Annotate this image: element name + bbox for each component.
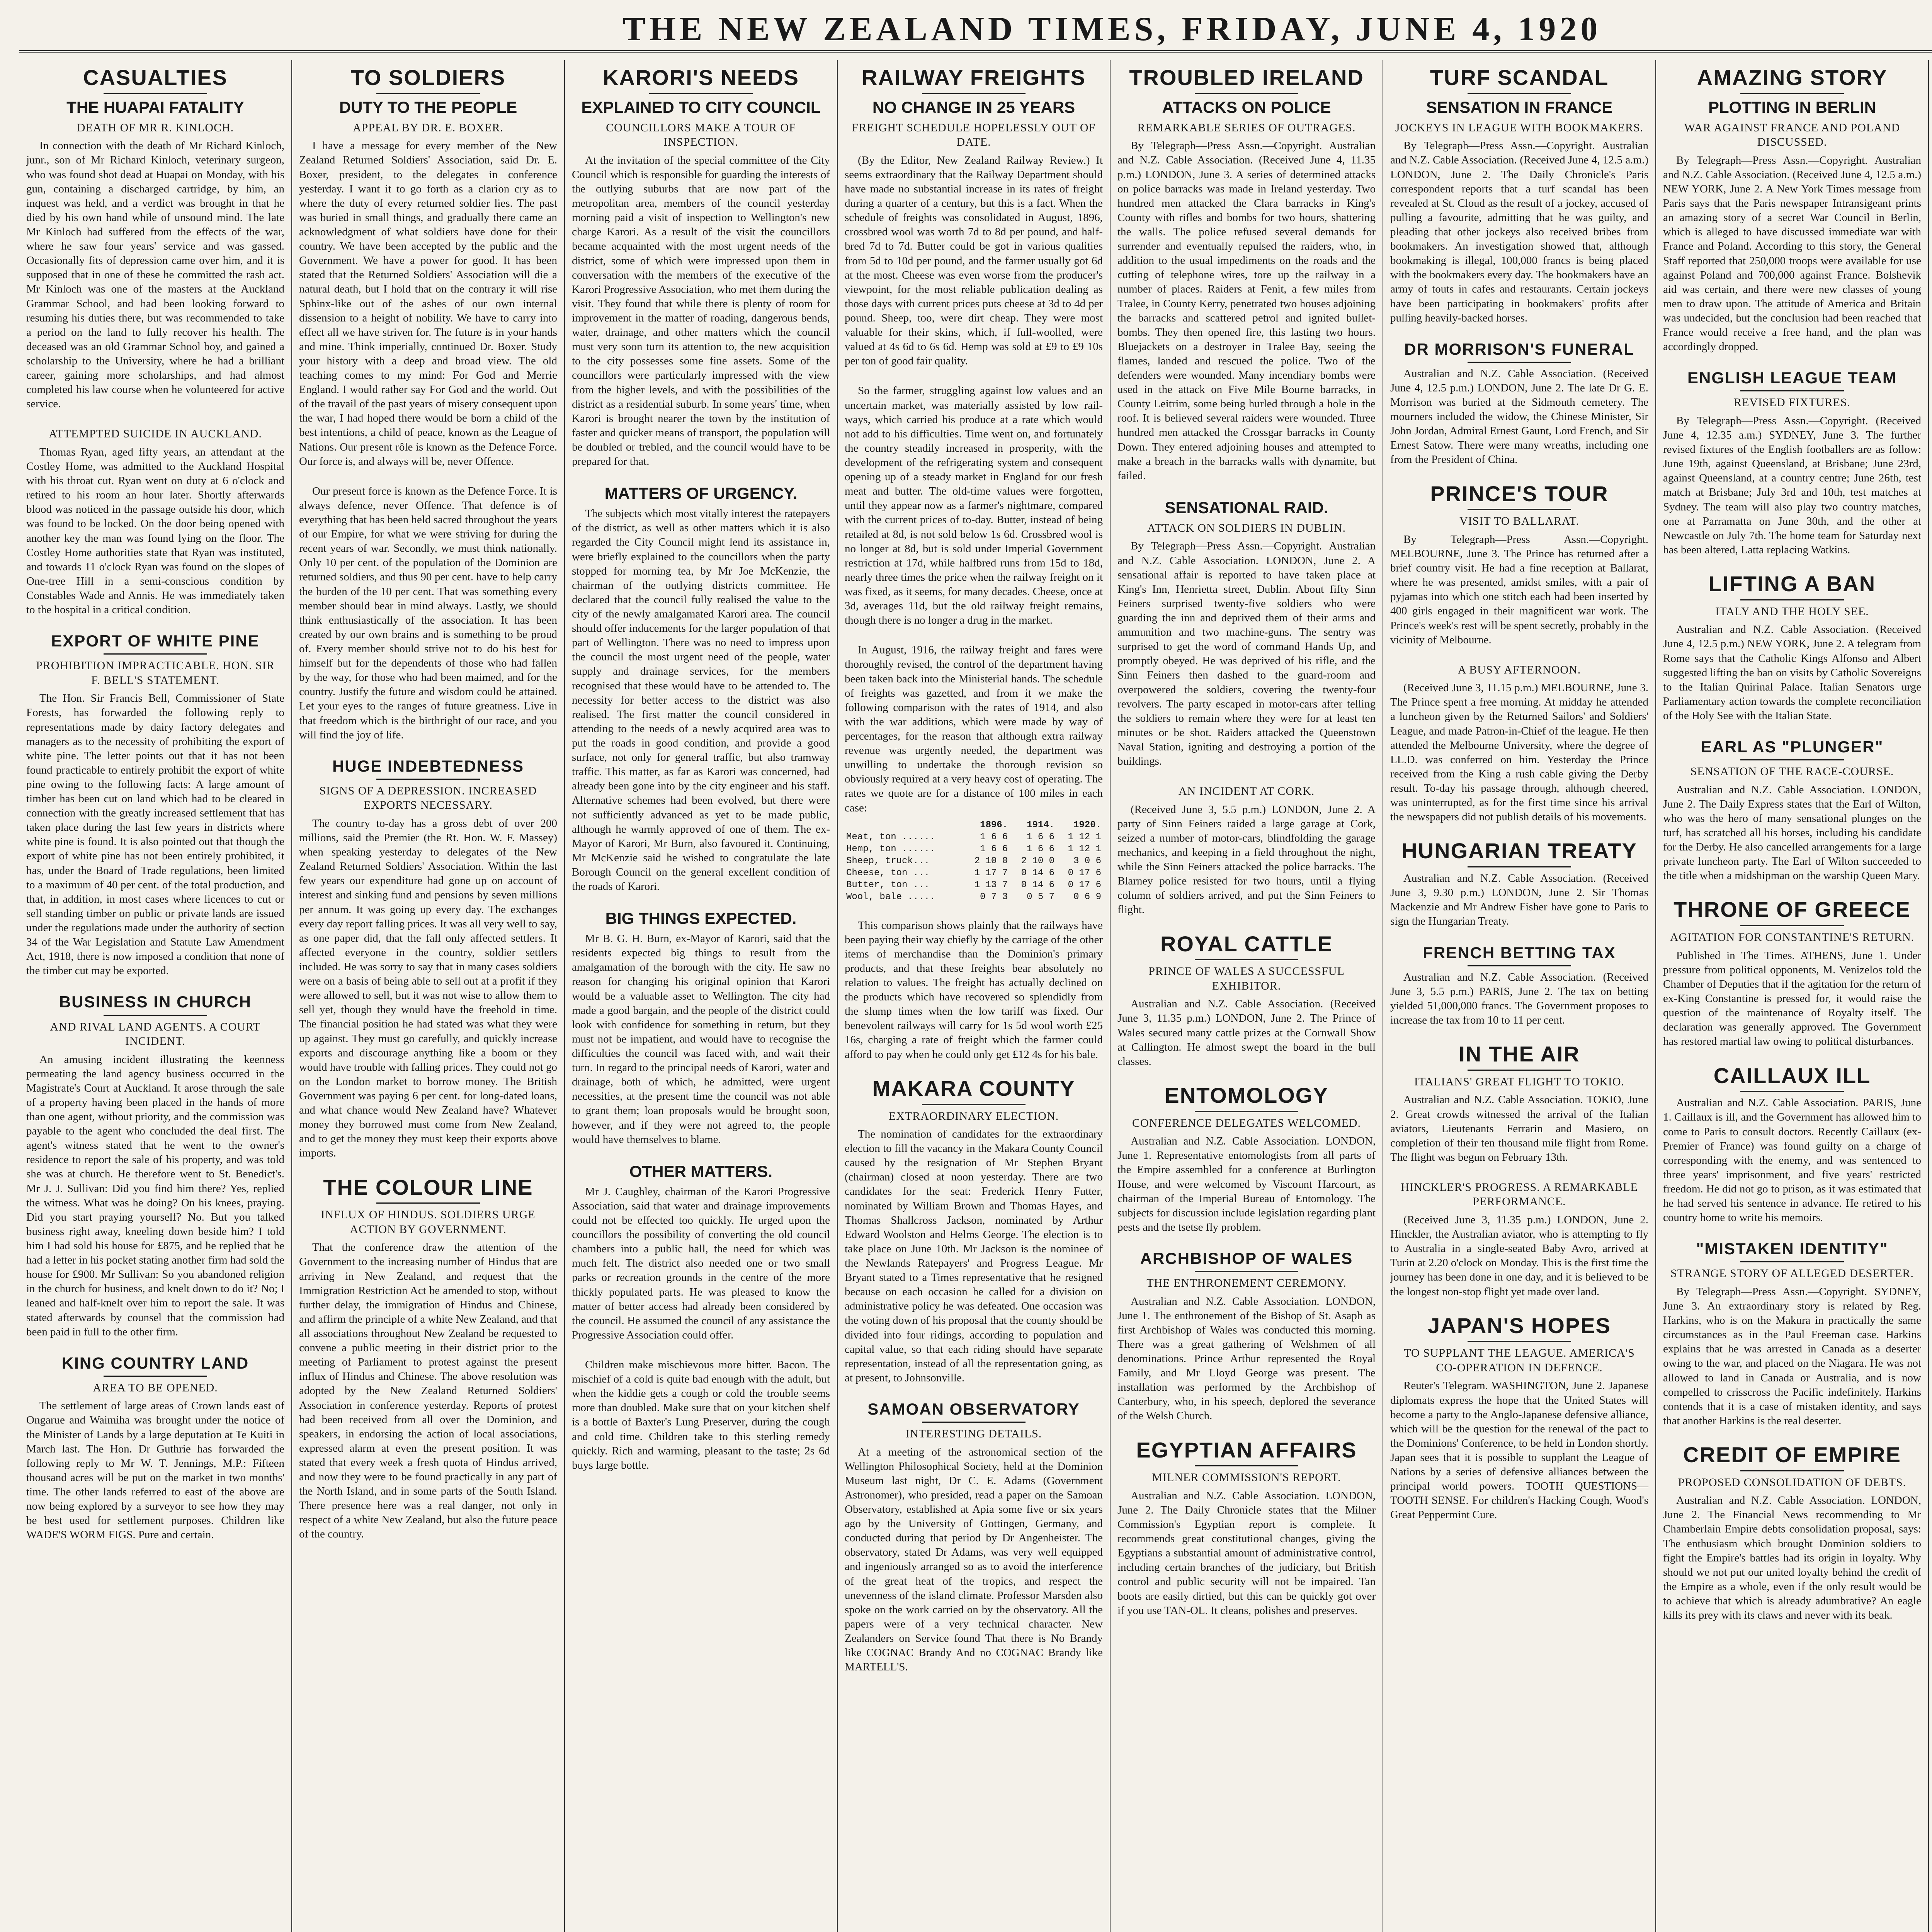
article-deck: PROPOSED CONSOLIDATION OF DEBTS. [1678, 1476, 1906, 1489]
article [1117, 784, 1376, 917]
headline-rule [104, 93, 207, 94]
headline-rule [1740, 1261, 1844, 1262]
headline-rule [1468, 509, 1571, 510]
article-headline: MAKARA COUNTY [872, 1076, 1075, 1100]
article [1390, 1180, 1648, 1299]
article [572, 1358, 830, 1473]
article-headline: SAMOAN OBSERVATORY [867, 1400, 1080, 1418]
headline-rule [104, 1015, 207, 1016]
article-body: By Telegraph—Press Assn.—Copyright. Australian and N.Z. Cable Association. (Received June 4, 12.5 a.m.) NEW YORK, June 2. A New York Times message from Paris says that the Paris newspaper Intransigeant prints an amazing story of a secret War Council in Berlin, which is alleged to have discussed immediate war with France and Poland. According to this story, the General Staff reported that 250,000 troops were available for use against Poland and 700,000 against France. Bolshevik aid was certain, and there were new classes of young men to draw upon. The attitude of America and Britain was undecided, but the conclusion had been reached that France would receive a free hand, and the plan was accordingly dropped. [1663, 154, 1921, 353]
article-body: Australian and N.Z. Cable Association. LONDON, June 2. The Daily Chronicle states that the Milner Commission's Egyptian report is complete. It recommends great constitutional changes, giving the Egyptians a substantial amount of administrative control, including certain branches of the judiciary, but British control and public security will not be impaired. Tan boots are easily dirtied, but this can be quickly got over if you use TAN-OL. It cleans, polishes and preserves. [1117, 1489, 1376, 1617]
article-headline: EARL AS "PLUNGER" [1701, 738, 1884, 756]
article-body: Australian and N.Z. Cable Association. LONDON, June 2. The Financial News recommending to Mr Chamberlain Empire debts consolidation proposal, says: The enthusiasm which brought Dominion soldiers to fight the Empire's battles had its origin in loyalty. Why should we not put our united loyalty behind the credit of the Empire as a whole, even if the only result would be to achieve that which is already adumbrative? An eagle kills its prey with its claws and never with its beak. [1663, 1494, 1921, 1622]
article [1117, 498, 1376, 769]
article-body: By Telegraph—Press Assn.—Copyright. Australian and N.Z. Cable Association. (Received June 4, 11.35 p.m.) LONDON, June 3. A series of determined attacks on police barracks was made in Ireland yesterday. Two hundred men attacked the Clara barracks in King's County with rifles and bombs for two hours, shattering the walls. The police refused several demands for surrender and eventually repulsed the raiders, who, in addition to the usual impediments on the roads and the cutting of telephone wires, tore up the railway in a number of places. Raiders at Fenit, a few miles from Tralee, in County Kerry, penetrated two houses adjoining the barracks and scattered petrol and ignited bullet-bombs. They then opened fire, this lasting two hours. Bluejackets on a destroyer in Tralee Bay, seeing the flames, landed and rescued the police. Two of the defenders were wounded. Many incendiary bombs were used in the attack on Five Mile Bourne barracks, in County Leitrim, some being hurled through a hole in the roof. It is believed several raiders were wounded. Three hundred men attacked the Crossgar barracks in County Down. They entered adjoining houses and attempted to make a breach in the barracks walls with dynamite, but failed. [1117, 139, 1376, 482]
article-deck: REVISED FIXTURES. [1733, 396, 1850, 409]
article-deck: ITALIANS' GREAT FLIGHT TO TOKIO. [1414, 1075, 1625, 1088]
article-body: The subjects which most vitally interest the ratepayers of the district, as well as other matters which it is also regarded the City Council might lend its assistance in, were briefly explained to the councillors when the party stopped for morning tea, by Mr Joe McKenzie, the chairman of the outlying districts committee. He declared that the council fully realised the value to the city of the newly amalgamated Karori area. The council should offer inducements for the larger population of that part of Wellington. There was no need to impress upon the council the most urgent need of the people, water supply and drainage services, for the members recognised that these would have to be attended to. The necessity for better access to the district was also realised. The first matter the council considered in attending to the needs of a newly acquired area was to put the roads in good condition, and provide a good surface, not only for general traffic, but also tramway traffic. This matter, as far as Karori was concerned, had already been gone into by the city engineer and his staff. Alternative schemes had been evolved, but there were not sufficiently advanced as yet to be made public, although he warmly approved of one of them. The ex-Mayor of Karori, Mr Burn, also favoured it. Continuing, Mr McKenzie said he wished to congratulate the late Borough Council on the general excellent condition of the roads of Karori. [572, 507, 830, 893]
article-deck: ATTEMPTED SUICIDE IN AUCKLAND. [49, 427, 262, 440]
article-deck: A BUSY AFTERNOON. [1458, 663, 1581, 676]
headline-rule [1468, 866, 1571, 867]
table-row [845, 855, 1103, 867]
headline-rule [376, 779, 480, 780]
headline-rule [1740, 925, 1844, 926]
article-body: Australian and N.Z. Cable Association. LONDON, June 1. The enthronement of the Bishop of St. Asaph as first Archbishop of Wales was conducted this morning. There was a great gathering of Welshmen of all denominations. Prince Arthur represented the Royal Family, and Mr Lloyd George was present. The installation was performed by the Archbishop of Canterbury, who, in his speech, deplored the severance of the Welsh Church. [1117, 1295, 1376, 1422]
article-headline: TROUBLED IRELAND [1129, 65, 1364, 90]
table-cell: 2 10 0 [974, 855, 1008, 866]
headline-rule [922, 1104, 1025, 1105]
article-body: By Telegraph—Press Assn.—Copyright. Australian and N.Z. Cable Association. LONDON, June 2. A sensational affair is reported to have taken place at King's Inn, Henrietta street, Dublin. About fifty Sinn Feiners surprised twenty-five soldiers who were guarding the inn and deprived them of their arms and ammunition and two machine-guns. The sentry was surprised to get the word of command Hands Up, and promptly obeyed. He was deprived of his rifle, and the Sinn Feiners then dashed to the guard-room and overpowered the soldiers, covering the twenty-four revolvers. The party escaped in motor-cars after telling the soldiers to remain where they were for at least ten minutes or be shot. Raiders attacked the Queenstown Naval Station, igniting and destroying a portion of the buildings. [1117, 540, 1376, 768]
column-4 [838, 60, 1111, 1932]
article-body: In connection with the death of Mr Richard Kinloch, junr., son of Mr Richard Kinloch, veterinary surgeon, who was found shot dead at Huapai on Monday, with his gun, containing a discharged cartridge, by him, an inquest was held, and a verdict was brought in that he died by his own hand while of unsound mind. The late Mr Kinloch had suffered from the effects of the war, where he saw four years' service and was gassed. Occasionally fits of depression came over him, and it is supposed that in one of these he committed the rash act. Mr Kinloch was one of the masters at the Auckland Grammar School, and had been looking forward to resuming his duties there, but was recommended to take a period on the land to fully recover his health. The deceased was an old Grammar School boy, and gained a scholarship to the University, where he had a brilliant career, gaining more scholarships, and had almost completed his law course when he volunteered for active service. [26, 139, 284, 410]
article-subhead: SENSATIONAL RAID. [1165, 498, 1328, 517]
headline-rule [922, 1422, 1025, 1423]
article-body: By Telegraph—Press Assn.—Copyright. MELBOURNE, June 3. The Prince has returned after a brief country visit. He had a fine reception at Ballarat, where he was presented, amidst smiles, with a pair of pyjamas into which one stitch each had been inserted by 400 girls engaged in their magnificent war work. The Prince's week's rest will be spent secretly, probably in the vicinity of Melbourne. [1390, 533, 1648, 646]
headline-rule [1740, 390, 1844, 391]
article-headline: CAILLAUX ILL [1713, 1063, 1871, 1088]
article [572, 484, 830, 894]
article-body: Australian and N.Z. Cable Association. (Received June 3, 11.35 p.m.) LONDON, June 2. The Prince of Wales secured many cattle prizes at the Cornwall Show at Callington. He almost swept the board in the bull classes. [1117, 998, 1376, 1068]
article-body: An amusing incident illustrating the keenness permeating the land agency business occurred in the Magistrate's Court at Auckland. It arose through the sale of a property having been placed in the hands of more than one agent, without priority, and the commission was payable to the agent who concluded the deal first. The agent's witness stated that he went to the owner's residence to report the sale of his property, and was told she was at church. He therefore went to St. Benedict's. Mr J. J. Sullivan: Did you find him there? Yes, replied the witness. What was he doing? On his knees, praying. Did you start praying yourself? No. But you talked business right away, kneeling down beside him? I told him I had sold his house for £875, and he replied that he had a letter in his pocket stating another firm had sold the house for £900. Mr Sullivan: So you abandoned religion in the church for business, and knelt down to do it? No; I leaned and half-knelt over him to report the sale. It was stated afterwards by counsel that the commission had been paid in full to the other firm. [26, 1053, 284, 1338]
article-body: In August, 1916, the railway freight and fares were thoroughly revised, the control of the department having been taken back into the Ministerial hands. The schedule of freights was gazetted, and from it we make the following comparison with the rates of 1914, and also with the war additions, which were made by way of percentages, for the reason that although extra railway revenue was urgently needed, the department was unwilling to undertake the thorough revision so obviously required at a very heavy cost of operating. The rates we quote are for a distance of 100 miles in each case: [845, 644, 1103, 814]
article-body: Australian and N.Z. Cable Association. (Received June 4, 12.5 p.m.) NEW YORK, June 2. A telegram from Rome says that the Catholic Kings Alfonso and Albert suggested lifting the ban on visits by Catholic Sovereigns to the Italian Quirinal Palace. Italian Senators urge Parliamentary action towards the complete reconciliation of the Holy See with the Italian State. [1663, 623, 1921, 722]
article [299, 758, 557, 1161]
article-body: (By the Editor, New Zealand Railway Review.) It seems extraordinary that the Railway Department should have made no substantial increase in its rates of freight during a quarter of a century, but this is a fact. When the schedule of freights was consolidated in August, 1896, crossbred wool was worth 7d to 8d per pound, and half-bred 7d to 7d. Butter could be got in various qualities from 5d to 10d per pound, and the farmer usually got 6d at the most. Cheese was even worse from the producer's viewpoint, for the most reliable publication dealing as those days with current prices puts cheese at 3d to 4d per pound. Sheep, too, were dirt cheap. They were most valuable for their skins, which, if full-woolled, were valued at 4s 6d to 6s 6d. Hemp was sold at £9 to £9 10s per ton of good fair quality. [845, 154, 1103, 367]
table-cell: Cheese, ton ... [846, 867, 930, 878]
article-headline: ARCHBISHOP OF WALES [1140, 1249, 1353, 1267]
table-header: 1920. [1073, 820, 1101, 830]
article [845, 66, 1103, 368]
table-cell: Butter, ton ... [846, 879, 930, 890]
article [1663, 738, 1921, 883]
article-body: Australian and N.Z. Cable Association. (Received June 3, 9.30 p.m.) LONDON, June 2. Sir Thomas Mackenzie and Mr Andrew Fisher have gone to Paris to sign the Hungarian Treaty. [1390, 872, 1648, 928]
article-body: This comparison shows plainly that the railways have been paying their way chiefly by the carriage of the other items of merchandise than the Dominion's primary products, and that these freights bear absolutely no relation to values. The freight has actually declined on the products which have recovered so splendidly from the slump times when the low tariff was fixed. Our benevolent railways will carry for 1s 5d wool worth £25 16s, charging a rate of freight which the farmer could afford to pay when he could only get £12 4s for his bale. [845, 919, 1103, 1061]
article-body: The nomination of candidates for the extraordinary election to fill the vacancy in the Makara County Council caused by the resignation of Mr Stephen Bryant (chairman) closed at noon yesterday. There are two candidates for the seat: Frederick Henry Futter, nominated by William Brown and Thomas Hayes, and Thomas Shallcross Jackson, nominated by Arthur Edward Woolston and Helms George. The election is to take place on June 10th. Mr Jackson is the nominee of the Newlands Ratepayers' and Progress League. Mr Bryant stated to a Times representative that he resigned because on each occasion he called for a division on administrative policy he was defeated. One occasion was the voting down of his proposal that the county should be divided into four ridings, according to population and capital value, so that each riding should have separate representation, instead of all the representation going, as at present, to Johnsonville. [845, 1128, 1103, 1384]
article-deck: TO SUPPLANT THE LEAGUE. AMERICA'S CO-OPERATION IN DEFENCE. [1404, 1347, 1635, 1374]
article-deck: SIGNS OF A DEPRESSION. INCREASED EXPORTS NECESSARY. [319, 784, 537, 812]
article-deck: PROHIBITION IMPRACTICABLE. HON. SIR F. BELL'S STATEMENT. [36, 659, 275, 687]
table-row [845, 867, 1103, 879]
article [572, 66, 830, 469]
headline-rule [1195, 93, 1298, 94]
article [1117, 66, 1376, 483]
headline-rule [1468, 1341, 1571, 1342]
headline-rule [1740, 1470, 1844, 1471]
article-deck: EXTRAORDINARY ELECTION. [888, 1109, 1059, 1122]
column-1 [19, 60, 292, 1932]
article-body: By Telegraph—Press Assn.—Copyright. Australian and N.Z. Cable Association. (Received June 4, 12.5 a.m.) LONDON, June 2. The Daily Chronicle's Paris correspondent reports that a turf scandal has been revealed at St. Cloud as the result of a jockey, accused of pulling a favourite, admitting that he was guilty, and pleading that other jockeys also received bribes from bookmakers. An investigation showed that, although bookmaking is illegal, 100,000 francs is being placed with the bookmakers every day. The bookmakers have an army of touts in cafes and restaurants. Certain jockeys have been participating in bookmakers' profits after pulling heavily-backed horses. [1390, 139, 1648, 324]
article-headline: "MISTAKEN IDENTITY" [1696, 1240, 1888, 1258]
article-body: By Telegraph—Press Assn.—Copyright. (Received June 4, 12.35 a.m.) SYDNEY, June 3. The further revised fixtures of the English footballers are as follow: June 19th, against Queensland, at Brisbane; June 23rd, against Queensland, at a country centre; June 26th, test match at Brisbane; July 3rd and 10th, test matches at Sydney. The team will also play two country matches, one at Parramatta on June 30th, and the other at Newcastle on July 7th. The home team for Saturday next has been altered, Latta replacing Watkins. [1663, 414, 1921, 556]
article-body: The settlement of large areas of Crown lands east of Ongarue and Waimiha was brought under the notice of the Minister of Lands by a large deputation at Te Kuiti in March last. The Hon. Dr Guthrie has forwarded the following reply to Mr W. T. Jennings, M.P.: Fifteen thousand acres will be put on the market in two months' time. The other lands referred to east of the above are now being explored by a surveyor to see how they may be best used for settlement purposes. Children like WADE'S WORM FIGS. Pure and certain. [26, 1400, 284, 1541]
article-body: So the farmer, struggling against low values and an uncertain market, was materially assisted by low rail-ways, which carried his produce at a rate which would not add to his difficulties. Time went on, and fortunately the country steadily increased in prosperity, with the development of the refrigerating system and consequent opening up of a steady market in England for our fresh meat and butter. The old-time values were forgotten, until they appear now as a farmer's nightmare, compared with the current prices of to-day. Butter, instead of being retailed at 8d, is not sold below 1s 6d. Crossbred wool is no longer at 8d, but is sold under Imperial Government restriction at 17d, while halfbred runs from 15d to 18d, nearly three times the price when the railway freight on it was fixed, as it seems, for many decades. Cheese, once at 3d, averages 11d, but the old railway freight remains, though there is no longer a drug in the market. [845, 384, 1103, 627]
article-headline: THRONE OF GREECE [1673, 897, 1911, 922]
column-8 [1929, 60, 1932, 1932]
article-deck: WAR AGAINST FRANCE AND POLAND DISCUSSED. [1684, 121, 1900, 149]
masthead-title: THE NEW ZEALAND TIMES, FRIDAY, JUNE 4, 1920 [622, 10, 1602, 48]
article-body: Our present force is known as the Defence Force. It is always defence, never Offence. That defence is of everything that has been held sacred throughout the years of our Empire, for what we were striving for during the recent years of war. Secondly, we must think nationally. Only 10 per cent. of the population of the Dominion are returned soldiers, and thus 90 per cent. have to help carry the burden of the 10 per cent. That was something every member should bear in mind always. Lastly, we should think enthusiastically of the association. It has been created by our own brains and is something to be proud of. Every member should strive not to do his best for himself but for the dependents of those who had fallen by the way, for those who had been maimed, and for the country. Justify the future and wisdom could be attained. Let your eyes to the ranges of future greatness. Live in that freedom which is the birthright of our race, and you will find the joy of life. [299, 485, 557, 741]
article-headline: TURF SCANDAL [1430, 65, 1609, 90]
article-body: The country to-day has a gross debt of over 200 millions, said the Premier (the Rt. Hon. W. F. Massey) when speaking yesterday to delegates of the New Zealand Returned Soldiers' Association. Within the last few years our expenditure had gone up on account of interest and sinking fund and pensions by seven millions per annum. It was going up every day. The exchanges every day report falling prices. It was all very well to say, as one paper did, that the fall only affected settlers. It affected everyone in the country, soldier settlers included. He was sorry to say that in many cases soldiers were on a basis of being able to sell out at a profit if they were allowed to sell, but it was not wise to allow them to sell yet, though they would have the freehold in time. The financial position he had stated was what they were up against. They must go carefully, and quickly increase exports and discourage anything like a boom or they would have trouble with falling prices. They could not go on the London market to borrow money. The British Government was paying 6 per cent. for long-dated loans, and what chance would New Zealand have? Whatever money they borrowed must come from New Zealand, and to get the money they must keep their exports above imports. [299, 817, 557, 1160]
headline-rule [104, 1376, 207, 1377]
article-headline: JAPAN'S HOPES [1428, 1313, 1611, 1338]
article-subhead: BIG THINGS EXPECTED. [605, 909, 797, 928]
article-deck: DEATH OF MR R. KINLOCH. [77, 121, 234, 134]
article-body: Children make mischievous more bitter. Bacon. The mischief of a cold is quite bad enough with the adult, but when the kiddie gets a cough or cold the trouble seems more than doubled. Make sure that on your kitchen shelf is a bottle of Baxter's Lung Preserver, during the cough and cold time. Children take to this sterling remedy quickly. Rich and warming, pleasant to the taste; 2s 6d buys large bottle. [572, 1359, 830, 1471]
headline-rule [1195, 1271, 1298, 1272]
article [1663, 369, 1921, 557]
article [1390, 483, 1648, 647]
article-body: Mr J. Caughley, chairman of the Karori Progressive Association, said that water and drainage improvements could not be effected too quickly. He urged upon the councillors the possibility of converting the old council chambers into a public hall, the need for which was much felt. The district also needed one or two small parks or recreation grounds in the centre of the more thickly populated parts. He was pleased to know the matter of better access had already been considered by the council. He assumed the council of any assistance the Progressive Association could offer. [572, 1185, 830, 1341]
headline-rule [1740, 599, 1844, 600]
article-headline: EGYPTIAN AFFAIRS [1136, 1437, 1357, 1462]
article [1390, 1315, 1648, 1522]
article-deck: INFLUX OF HINDUS. SOLDIERS URGE ACTION BY GOVERNMENT. [321, 1208, 536, 1236]
article-deck: THE ENTHRONEMENT CEREMONY. [1146, 1277, 1347, 1290]
table-cell: 1 6 6 [1027, 832, 1055, 842]
article-subhead: MATTERS OF URGENCY. [604, 484, 798, 503]
table-cell: 0 14 6 [1021, 867, 1055, 878]
article-body: Australian and N.Z. Cable Association. (Received June 4, 12.5 p.m.) LONDON, June 2. The late Dr G. E. Morrison was buried at the Sidmouth cemetery. The mourners included the widow, the Chinese Minister, Sir John Jordan, Admiral Ernest Gaunt, Lord French, and Sir Ernest Satow. There were many wreaths, including one from the President of China. [1390, 367, 1648, 466]
article-body: Mr B. G. H. Burn, ex-Mayor of Karori, said that the residents expected big things to result from the amalgamation of the borough with the city. He saw no reason for changing his original opinion that Karori would be a valuable asset to Wellington. The city had made a good bargain, and the people of the district could look with confidence for something in return, but they must not be impatient, and would have to recognise the difficulties the council was faced with, and wait their turn. In regard to the principal needs of Karori, water and drainage, both of which, he admitted, were urgent necessities, at the present time the council was not able to grant them; loan proposals would be brought soon, however, and if they were not agreed to, the people would have themselves to blame. [572, 932, 830, 1146]
headline-rule [649, 93, 752, 94]
article-deck: CONFERENCE DELEGATES WELCOMED. [1132, 1116, 1361, 1129]
table-header: 1914. [1027, 820, 1055, 830]
article [572, 909, 830, 1147]
article-deck: ATTACK ON SOLDIERS IN DUBLIN. [1147, 521, 1346, 534]
article-deck: COUNCILLORS MAKE A TOUR OF INSPECTION. [606, 121, 796, 149]
headline-rule [376, 93, 480, 94]
article-deck: REMARKABLE SERIES OF OUTRAGES. [1137, 121, 1356, 134]
table-row [845, 879, 1103, 891]
headline-rule [1195, 1465, 1298, 1466]
article [1117, 1250, 1376, 1423]
article-headline: CASUALTIES [83, 65, 228, 90]
headline-rule [1740, 93, 1844, 94]
article-subhead: PLOTTING IN BERLIN [1708, 98, 1876, 116]
table-cell: 1 17 7 [974, 867, 1008, 878]
article-body: (Received June 3, 11.15 p.m.) MELBOURNE, June 3. The Prince spent a free morning. At midday he attended a luncheon given by the Returned Sailors' and Soldiers' League, and made Patron-in-Chief of the league. He then attended the Melbourne University, where the degree of LL.D. was conferred on him. Yesterday the Prince received from the King a rush cable giving the Derby result. To-day his passage through, although cheered, was uninterrupted, as for the first time since his arrival the newspapers did not publish details of his movements. [1390, 682, 1648, 823]
article [1663, 1240, 1921, 1428]
table-cell: Wool, bale ..... [846, 891, 935, 902]
article-subhead: OTHER MATTERS. [629, 1162, 773, 1180]
table-cell: 0 17 6 [1068, 867, 1101, 878]
article-deck: VISIT TO BALLARAT. [1459, 515, 1579, 528]
table-header [845, 819, 963, 831]
article-deck: AREA TO BE OPENED. [93, 1381, 218, 1394]
article-deck: FREIGHT SCHEDULE HOPELESSLY OUT OF DATE. [852, 121, 1096, 149]
article-headline: HUNGARIAN TREATY [1401, 838, 1637, 863]
freight-table [845, 819, 1103, 903]
article-deck: AGITATION FOR CONSTANTINE'S RETURN. [1670, 931, 1915, 944]
headline-rule [376, 1202, 480, 1204]
article-deck: STRANGE STORY OF ALLEGED DESERTER. [1670, 1267, 1914, 1280]
article-deck: APPEAL BY DR. E. BOXER. [353, 121, 503, 134]
headline-rule [1468, 965, 1571, 966]
article-subhead: EXPLAINED TO CITY COUNCIL [581, 98, 821, 116]
headline-rule [1468, 362, 1571, 363]
table-row [845, 831, 1103, 843]
table-cell: 2 10 0 [1021, 855, 1055, 866]
article-deck: ITALY AND THE HOLY SEE. [1715, 605, 1869, 618]
article [1117, 1439, 1376, 1618]
table-cell: 0 7 3 [980, 891, 1008, 902]
article [1663, 66, 1921, 354]
article-deck: AN INCIDENT AT CORK. [1178, 785, 1315, 798]
article-body: At a meeting of the astronomical section of the Wellington Philosophical Society, held at the Dominion Museum last night, Dr C. E. Adams (Government Astronomer), who presided, read a paper on the Samoan Observatory, established at Apia some five or six years ago by the University of Gottingen, Germany, and conducted during that period by Dr Angenheister. The observatory, stated Dr Adams, was very well equipped and ingeniously arranged so as to avoid the interference of the great heat of the tropics, and respect the unevenness of the island climate. Professor Marsden also spoke on the work carried on by the observatory. All the papers were of a very technical character. New Zealanders on Service found That there is No Brandy like COGNAC Brandy And no COGNAC Brandy like MARTELL'S. [845, 1446, 1103, 1673]
article-headline: BUSINESS IN CHURCH [59, 993, 252, 1011]
article-headline: FRENCH BETTING TAX [1423, 943, 1616, 962]
headline-rule [1195, 959, 1298, 960]
article [299, 484, 557, 742]
article [845, 918, 1103, 1062]
article [1390, 66, 1648, 325]
article-headline: DR MORRISON'S FUNERAL [1404, 340, 1634, 358]
article-headline: ENTOMOLOGY [1165, 1083, 1328, 1107]
article [1390, 341, 1648, 467]
article-body: Thomas Ryan, aged fifty years, an attendant at the Costley Home, was admitted to the Auckland Hospital with his throat cut. Ryan went on duty at 6 o'clock and retired to his room an hour later. Shortly afterwards blood was noticed in the passage outside his door, which was found to be locked. On the door being opened with another key the man was found lying on the floor. The Costley Home authorities state that Ryan was instituted, and towards 11 o'clock Ryan was found on the slopes of One-tree Hill in a semi-conscious condition by Constables Wade and Annis. He was immediately taken to the hospital in a critical condition. [26, 446, 284, 616]
table-cell: 1 6 6 [980, 844, 1008, 854]
article-headline: KING COUNTRY LAND [61, 1354, 249, 1372]
article [299, 66, 557, 469]
table-cell: 1 13 7 [974, 879, 1008, 890]
article [845, 1077, 1103, 1385]
table-cell: Meat, ton ...... [846, 832, 935, 842]
article [1663, 898, 1921, 1049]
column-2 [292, 60, 565, 1932]
article-headline: PRINCE'S TOUR [1430, 481, 1609, 506]
article-body: Australian and N.Z. Cable Association. TOKIO, June 2. Great crowds witnessed the arrival of the Italian aviators, Lieutenants Ferrarin and Masiero, on completion of their ten thousand mile flight from Rome. The flight was begun on February 13th. [1390, 1094, 1648, 1163]
article-deck: SENSATION OF THE RACE-COURSE. [1690, 765, 1894, 778]
table-row [845, 891, 1103, 903]
table-cell: 0 14 6 [1021, 879, 1055, 890]
masthead [19, 8, 1932, 53]
article-subhead: NO CHANGE IN 25 YEARS [872, 98, 1075, 116]
article [1663, 573, 1921, 723]
table-cell: 0 5 7 [1027, 891, 1055, 902]
article [845, 1401, 1103, 1674]
article-body: At the invitation of the special committee of the City Council which is responsible for guarding the interests of the outlying suburbs that are now part of the metropolitan area, members of the council yesterday morning paid a visit of inspection to Wellington's new charge Karori. As a result of the visit the councillors became acquainted with the most urgent needs of the district, some of which were impressed upon them in conversation with the members of the executive of the Karori Progressive Association, who met them during the visit. They found that while there is plenty of room for improvement in the matter of roading, dangerous bends, water, drainage, and other matters which the council must very soon turn its attention to, the new acquisition to the city possesses some fine assets. Some of the councillors were particularly impressed with the view from the higher levels, and with the possibilities of the district as a residential suburb. In some years' time, when Karori is brought nearer the town by the institution of faster and quicker means of transport, the population will be doubled or trebled, and the council would have to be prepared for that. [572, 154, 830, 468]
headline-rule [104, 653, 207, 655]
article [1117, 933, 1376, 1069]
table-cell: 1 6 6 [1027, 844, 1055, 854]
column-6 [1383, 60, 1656, 1932]
table-cell: 1 12 1 [1068, 844, 1101, 854]
article [1117, 1084, 1376, 1235]
article [26, 427, 284, 617]
article [26, 633, 284, 978]
article-subhead: THE HUAPAI FATALITY [66, 98, 244, 116]
article-deck: HINCKLER'S PROGRESS. A REMARKABLE PERFORMANCE. [1401, 1180, 1638, 1208]
table-cell: 1 12 1 [1068, 832, 1101, 842]
article-headline: TO SOLDIERS [350, 65, 506, 90]
article [1390, 944, 1648, 1028]
headline-rule [1468, 93, 1571, 94]
table-cell: 3 0 6 [1073, 855, 1101, 866]
article [1390, 840, 1648, 929]
headline-rule [1195, 1111, 1298, 1112]
article-body: (Received June 3, 11.35 p.m.) LONDON, June 2. Hinckler, the Australian aviator, who is attempting to fly to Australia in a single-seated Baby Avro, arrived at Turin at 2.20 o'clock on Monday. This is the first time the journey has been done in one day, and it is believed to be the longest non-stop flight yet made over land. [1390, 1213, 1648, 1298]
headline-rule [1468, 1070, 1571, 1071]
article-headline: THE COLOUR LINE [323, 1175, 533, 1199]
article-deck: PRINCE OF WALES A SUCCESSFUL EXHIBITOR. [1148, 965, 1345, 992]
article-deck: AND RIVAL LAND AGENTS. A COURT INCIDENT. [50, 1020, 261, 1048]
article [299, 1176, 557, 1542]
article [572, 1162, 830, 1342]
article [26, 1355, 284, 1543]
article-body: The Hon. Sir Francis Bell, Commissioner of State Forests, has forwarded the following reply to representations made by dairy factory delegates and managers as to the necessity of prohibiting the export of white pine. The letter points out that it has not been found practicable to entirely prohibit the export of white pine owing to the following facts: A large amount of timber has been cut on land which had to be cleared in connection with the greatly increased settlement that has taken place during the last few years in districts where white pine is found. It is also pointed out that though the export of white pine has not been entirely prohibited, it has, under the Board of Trade regulations, been limited to a maximum of 40 per cent. of the total production, and that, in addition, in most cases where licences to cut or sell standing timber on public or private lands are issued under the regulations made under the authority of section 34 of the War Legislation and Statute Law Amendment Act, 1918, there is now imposed a condition that none of the timber cut may be exported. [26, 692, 284, 977]
article-body: By Telegraph—Press Assn.—Copyright. SYDNEY, June 3. An extraordinary story is related by Reg. Harkins, who is on the Makura in practically the same circumstances as in the Paul Freeman case. Harkins explains that he was arrested in Canada as a deserter owing to the war, and placed on the Niagara. He was not allowed to land in Canada or Australia, and is now compelled to crisscross the Pacific indefinitely. Harkins contends that it is a case of mistaken identity, and says that another Harkins is the real deserter. [1663, 1285, 1921, 1427]
article-headline: KARORI'S NEEDS [602, 65, 799, 90]
article-headline: ROYAL CATTLE [1160, 931, 1333, 956]
article-body: Reuter's Telegram. WASHINGTON, June 2. Japanese diplomats express the hope that the United States will become a party to the Anglo-Japanese defensive alliance, which will be the question for the renewal of the pact to the Dominions' Conference, to be held in London shortly. Japan sees that it is possible to supplant the League of Nations by a series of defensive alliances between the principal world powers. TOOTH QUESTIONS—TOOTH SENSE. For children's Hacking Cough, Wood's Great Peppermint Cure. [1390, 1379, 1648, 1521]
article-body: (Received June 3, 5.5 p.m.) LONDON, June 2. A party of Sinn Feiners raided a large garage at Cork, seized a number of motor-cars, blindfolding the garage mechanics, and keeping in a field throughout the night, while the Sinn Feiners attacked the police barracks. The Blarney police resisted for two hours, until a flying column of soldiers arrived, and put the Sinn Feiners to flight. [1117, 803, 1376, 916]
table-cell: Hemp, ton ...... [846, 844, 935, 854]
article-body: Published in The Times. ATHENS, June 1. Under pressure from political opponents, M. Venizelos told the Chamber of Deputies that if the agitation for the return of ex-King Constantine is pressed for, it would raise the question of the maintenance of Royalty itself. The declaration was generally approved. The Government has restored martial law owing to political disturbances. [1663, 949, 1921, 1048]
table-cell: 0 6 9 [1073, 891, 1101, 902]
headline-rule [1740, 1091, 1844, 1092]
article-body: Australian and N.Z. Cable Association. PARIS, June 1. Caillaux is ill, and the Government has allowed him to come to Paris to consult doctors. Recently Caillaux (ex-Premier of France) was found guilty on a charge of corresponding with the enemy, and was sentenced to three years' imprisonment, and five years' restricted freedom. He did not go to prison, as it was estimated that he had served his sentence in advance. He retired to his country home to write his memoirs. [1663, 1097, 1921, 1224]
column-3 [565, 60, 838, 1932]
article-body: Australian and N.Z. Cable Association. (Received June 3, 5.5 p.m.) PARIS, June 2. The tax on betting yielded 51,000,000 francs. The Government proposes to increase the tax from 10 to 11 per cent. [1390, 971, 1648, 1026]
table-cell: 0 17 6 [1068, 879, 1101, 890]
article-headline: ENGLISH LEAGUE TEAM [1687, 369, 1897, 387]
article-subhead: ATTACKS ON POLICE [1162, 98, 1331, 116]
article [1390, 1043, 1648, 1165]
article [1390, 663, 1648, 825]
headline-rule [922, 93, 1025, 94]
article-headline: AMAZING STORY [1697, 65, 1888, 90]
article-body: Australian and N.Z. Cable Association. LONDON, June 1. Representative entomologists from all parts of the Empire assembled for a conference at Burlington House, and were welcomed by Viscount Harcourt, as chairman of the Imperial Bureau of Entomology. The subjects for discussion include legislation regarding plant pests and the tsetse fly problem. [1117, 1135, 1376, 1233]
article-subhead: SENSATION IN FRANCE [1426, 98, 1613, 116]
article-body: I have a message for every member of the New Zealand Returned Soldiers' Association, said Dr. E. Boxer, president, to the delegates in conference yesterday. I want it to go forth as a clarion cry as to where the duty of every returned soldier lies. The past was buried in small things, and gradually there came an acknowledgment of what soldiers have done for their country. We have been accepted by the public and the Government. We have a power for good. It has been stated that the Returned Soldiers' Association will die a natural death, but I hold that on the contrary it will rise Sphinx-like out of the ashes of our own internal dissension to a height of nobility. We have to carry into effect all we have striven for. The future is in your hands and mine. Think imperially, continued Dr. Boxer. Study your history with a deep and broad view. The old teaching comes to my mind: For God and Merrie England. I would rather say For God and the world. Out of the travail of the past years of misery consequent upon the war, I had hoped there would be born a child of the best intentions, a child of peace, known as the League of Nations. Our present rôle is known as the Defence Force. Our force is, and always will be, never Offence. [299, 139, 557, 468]
article-headline: HUGE INDEBTEDNESS [332, 757, 524, 775]
headline-rule [1740, 759, 1844, 760]
article-headline: LIFTING A BAN [1708, 571, 1876, 596]
article-body: Australian and N.Z. Cable Association. LONDON, June 2. The Daily Express states that the Earl of Wilton, who was the hero of many sensational plunges on the turf, has scratched all his horses, including his candidate for the Derby. He also cancelled arrangements for a large private luncheon party. The Earl of Wilton succeeded to the title when a midshipman on the warship Queen Mary. [1663, 783, 1921, 882]
article [845, 384, 1103, 628]
article-headline: RAILWAY FREIGHTS [862, 65, 1086, 90]
table-row [845, 843, 1103, 855]
columns-container [19, 53, 1932, 1932]
article [26, 66, 284, 411]
article-headline: IN THE AIR [1459, 1042, 1580, 1066]
article-body: That the conference draw the attention of the Government to the increasing number of Hindus that are arriving in New Zealand, and request that the Immigration Restriction Act be amended to stop, without further delay, the immigration of Hindus and Chinese, and affirm the principle of a white New Zealand, and that all associations throughout New Zealand be requested to convene a public meeting in their district prior to the meeting of Parliament to protest against the present influx of Hindus and Chinese. The above resolution was adopted by the New Zealand Returned Soldiers' Association in conference yesterday. Reports of protest had been received from all over the Dominion, and speakers, in endorsing the action of local associations, expressed alarm at even the present position. It was stated that every week a fresh quota of Hindus arrived, and now they were to be found practically in any part of the North Island, and in some parts of the South Island. There presence here was a real danger, not only in respect of a white New Zealand, but also the future peace of the country. [299, 1241, 557, 1541]
column-5 [1111, 60, 1383, 1932]
table-cell: Sheep, truck... [846, 855, 930, 866]
article-deck: JOCKEYS IN LEAGUE WITH BOOKMAKERS. [1395, 121, 1644, 134]
article [26, 993, 284, 1339]
table-header: 1896. [980, 820, 1008, 830]
table-cell: 1 6 6 [980, 832, 1008, 842]
article-deck: MILNER COMMISSION'S REPORT. [1152, 1471, 1341, 1484]
article [1663, 1065, 1921, 1225]
article [1663, 1444, 1921, 1622]
article-headline: CREDIT OF EMPIRE [1683, 1442, 1901, 1467]
article [845, 643, 1103, 903]
article-headline: EXPORT OF WHITE PINE [51, 632, 260, 650]
article-subhead: DUTY TO THE PEOPLE [339, 98, 517, 116]
article-deck: INTERESTING DETAILS. [905, 1427, 1042, 1440]
column-7 [1656, 60, 1929, 1932]
